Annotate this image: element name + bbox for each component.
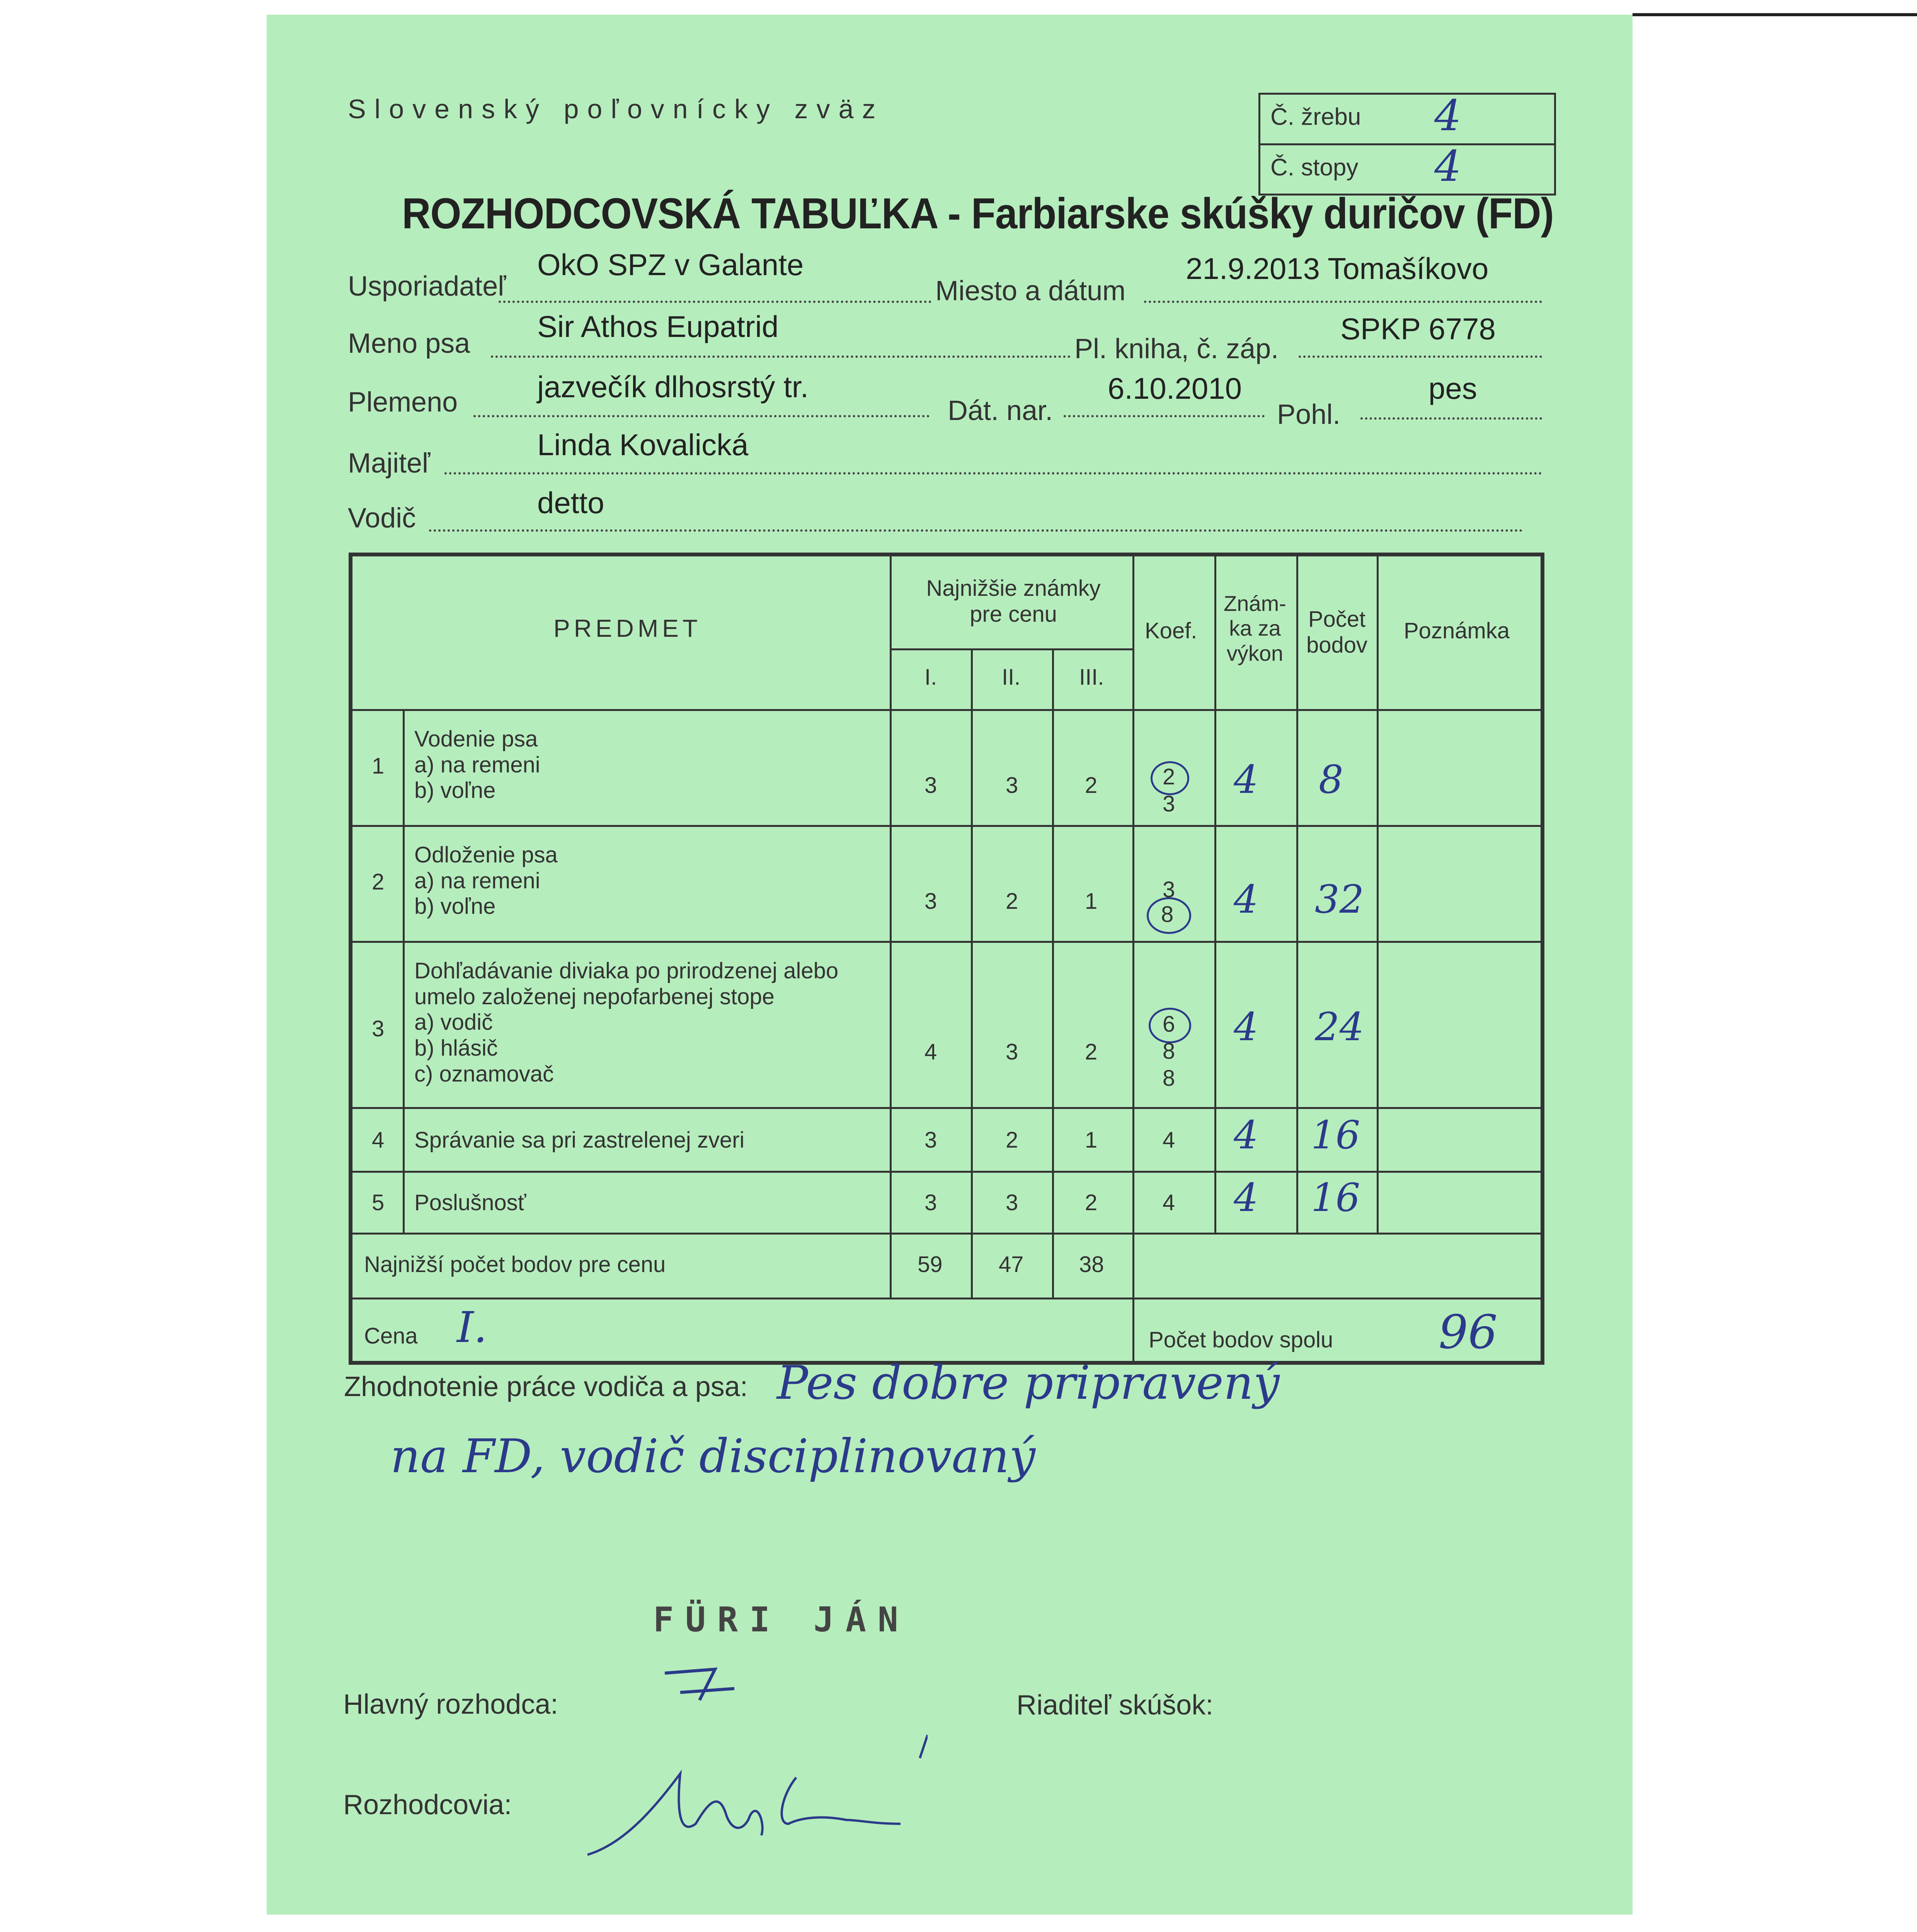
birth-value: 6.10.2010	[1108, 371, 1242, 405]
studbook-label: Pl. kniha, č. záp.	[1074, 333, 1279, 364]
score-table	[349, 553, 1544, 1365]
organization-name: Slovenský poľovnícky zväz	[348, 94, 884, 124]
row-subject: Dohľadávanie diviaka po prirodzenej alebo umelo založenej nepofarbenej stope a) vodič b) hlásič c) oznamovač	[414, 958, 839, 1087]
owner-dots	[444, 472, 1542, 474]
grade-col-line	[1052, 648, 1054, 1299]
place-label: Miesto a dátum	[935, 276, 1126, 306]
min-points-1: 59	[918, 1252, 943, 1277]
draw-track-box	[1258, 93, 1556, 196]
row-grade-1: 3	[924, 1190, 937, 1215]
subject-col-line	[890, 556, 892, 1299]
header-grade-2: II.	[1002, 665, 1021, 690]
director-label: Riaditeľ skúšok:	[1016, 1690, 1214, 1721]
row-grade-1: 3	[924, 773, 937, 798]
num-col-line	[403, 709, 405, 1233]
row-number: 2	[372, 869, 385, 895]
track-row	[1260, 143, 1554, 194]
row-subject: Odloženie psa a) na remeni b) voľne	[414, 842, 558, 919]
row-grade-3: 2	[1085, 773, 1098, 798]
grade-col-line	[971, 648, 973, 1299]
row-mark: 4	[1234, 1175, 1258, 1220]
row-grade-3: 2	[1085, 1190, 1098, 1215]
row-coef-a: 4	[1163, 1128, 1175, 1153]
header-grade-1: I.	[924, 665, 937, 690]
points-col-line	[1296, 556, 1298, 1233]
row-points: 8	[1319, 757, 1343, 802]
place-dots	[1144, 301, 1542, 303]
header-points: Počet bodov	[1306, 607, 1368, 658]
evaluation-text-line1: Pes dobre pripravený	[777, 1356, 1280, 1410]
row-grade-3: 2	[1085, 1039, 1098, 1065]
coef-col-line	[1132, 556, 1134, 1365]
header-min-marks: Najnižšie známky pre cenu	[926, 576, 1101, 627]
organizer-label: Usporiadateľ	[348, 271, 506, 302]
row-coef-b: 8	[1161, 902, 1174, 927]
track-label: Č. stopy	[1270, 154, 1359, 181]
row-grade-2: 3	[1006, 773, 1018, 798]
place-value: 21.9.2013 Tomašíkovo	[1186, 252, 1489, 286]
min-points-2: 47	[999, 1252, 1024, 1277]
row-coef-c: 8	[1163, 1066, 1175, 1091]
owner-value: Linda Kovalická	[537, 428, 749, 462]
judges-label: Rozhodcovia:	[343, 1789, 512, 1820]
breed-dots	[473, 415, 930, 417]
owner-label: Majiteľ	[348, 448, 431, 479]
row-number: 4	[372, 1128, 385, 1153]
chief-judge-label: Hlavný rozhodca:	[343, 1689, 558, 1720]
row-coef-a: 2	[1163, 764, 1175, 789]
track-value: 4	[1434, 141, 1461, 191]
dog-label: Meno psa	[348, 328, 470, 359]
sex-label: Pohl.	[1277, 399, 1341, 430]
table-row-line	[352, 825, 1541, 827]
draw-value: 4	[1434, 91, 1461, 140]
evaluation-text-line2: na FD, vodič disciplinovaný	[390, 1430, 1035, 1483]
header-coef: Koef.	[1145, 618, 1197, 643]
row-grade-1: 3	[924, 1128, 937, 1153]
row-coef-b: 8	[1163, 1039, 1175, 1064]
prize-value: I.	[457, 1303, 487, 1352]
dog-name-value: Sir Athos Eupatrid	[537, 310, 779, 344]
row-mark: 4	[1234, 877, 1258, 922]
birth-label: Dát. nar.	[948, 395, 1053, 426]
studbook-dots	[1299, 355, 1542, 358]
table-row-line	[352, 1298, 1541, 1299]
row-points: 16	[1311, 1175, 1360, 1220]
sex-dots	[1360, 417, 1542, 420]
min-points-3: 38	[1079, 1252, 1104, 1277]
min-points-label: Najnižší počet bodov pre cenu	[364, 1252, 666, 1277]
row-coef-b: 3	[1163, 791, 1175, 816]
breed-label: Plemeno	[348, 387, 458, 418]
row-subject: Poslušnosť	[414, 1190, 526, 1215]
header-subject: PREDMET	[553, 614, 701, 642]
row-points: 24	[1315, 1004, 1364, 1049]
birth-dots	[1064, 415, 1265, 417]
top-edge-line	[1633, 13, 1917, 16]
row-grade-1: 4	[924, 1039, 937, 1065]
handler-value: detto	[537, 486, 604, 520]
row-number: 1	[372, 753, 385, 779]
form-title: ROZHODCOVSKÁ TABUĽKA - Farbiarske skúšky duričov (FD)	[402, 189, 1554, 238]
row-points: 32	[1315, 877, 1364, 922]
sex-value: pes	[1428, 371, 1477, 405]
row-number: 5	[372, 1190, 385, 1215]
breed-value: jazvečík dlhosrstý tr.	[537, 370, 809, 404]
header-note: Poznámka	[1404, 618, 1510, 643]
table-row-line	[352, 1107, 1541, 1109]
evaluation-label: Zhodnotenie práce vodiča a psa:	[344, 1371, 748, 1402]
table-row-line	[352, 1171, 1541, 1173]
table-row-line	[352, 941, 1541, 943]
handler-label: Vodič	[348, 503, 416, 534]
note-col-line	[1377, 556, 1379, 1233]
row-coef-a: 6	[1163, 1012, 1175, 1037]
row-grade-2: 2	[1006, 1128, 1018, 1153]
mark-col-line	[1214, 556, 1216, 1233]
header-grade-3: III.	[1079, 665, 1104, 690]
row-mark: 4	[1234, 757, 1258, 802]
chief-judge-name: FÜRI JÁN	[653, 1600, 910, 1639]
row-grade-3: 1	[1085, 889, 1098, 914]
row-mark: 4	[1234, 1004, 1258, 1049]
table-row-line	[352, 709, 1541, 711]
row-coef-a: 3	[1163, 877, 1175, 902]
studbook-value: SPKP 6778	[1340, 312, 1496, 346]
chief-judge-signature	[657, 1658, 758, 1731]
row-subject: Správanie sa pri zastrelenej zveri	[414, 1128, 745, 1153]
dog-dots	[491, 355, 1071, 358]
row-subject: Vodenie psa a) na remeni b) voľne	[414, 726, 540, 803]
row-grade-2: 3	[1006, 1190, 1018, 1215]
row-coef-a: 4	[1163, 1190, 1175, 1215]
row-grade-2: 2	[1006, 889, 1018, 914]
handler-dots	[429, 529, 1523, 532]
row-mark: 4	[1234, 1112, 1258, 1158]
judge-signature	[580, 1727, 928, 1866]
total-points-label: Počet bodov spolu	[1149, 1327, 1333, 1352]
row-grade-1: 3	[924, 889, 937, 914]
total-points-value: 96	[1439, 1306, 1498, 1359]
draw-row	[1260, 91, 1554, 143]
row-number: 3	[372, 1016, 385, 1041]
prize-label: Cena	[364, 1323, 418, 1349]
organizer-dots	[499, 301, 931, 303]
grade-subheader-line	[890, 648, 1132, 650]
draw-label: Č. žrebu	[1270, 104, 1361, 130]
table-row-line	[352, 1233, 1541, 1235]
row-grade-3: 1	[1085, 1128, 1098, 1153]
row-points: 16	[1311, 1112, 1360, 1158]
organizer-value: OkO SPZ v Galante	[537, 248, 804, 282]
row-grade-2: 3	[1006, 1039, 1018, 1065]
header-mark: Znám- ka za výkon	[1224, 591, 1286, 665]
